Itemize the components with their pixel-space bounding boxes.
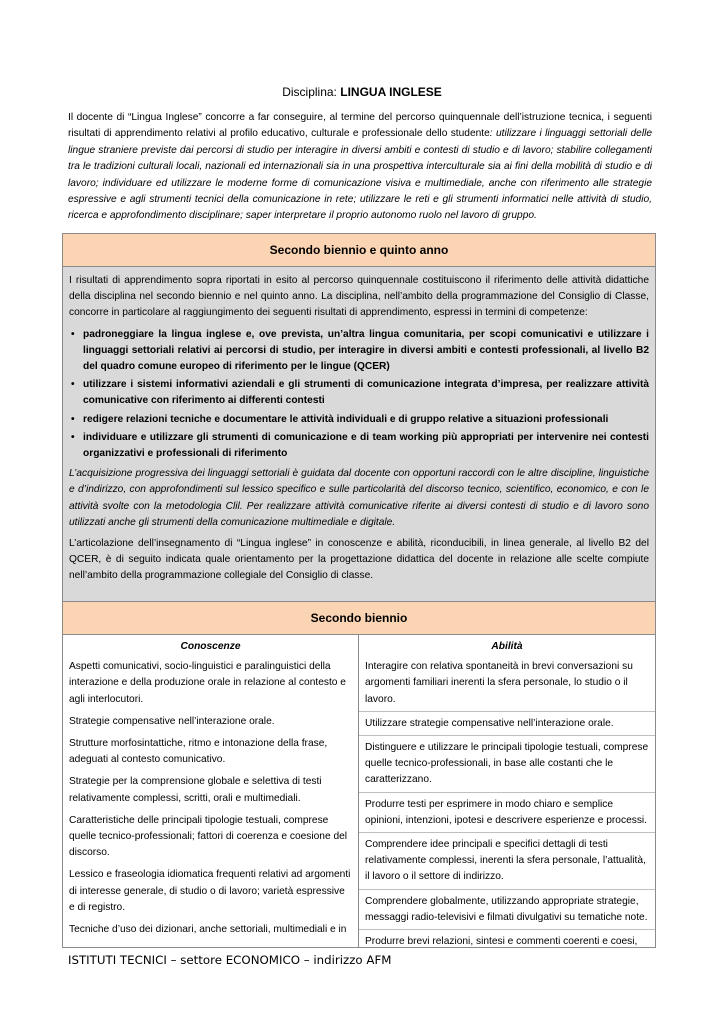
knowledge-skills-table [62,634,656,948]
competences-list [69,327,649,463]
competence-item [71,430,649,462]
bullet-icon: • [71,379,75,391]
section-title: Secondo biennio [310,611,408,625]
page-title [0,85,724,99]
abilita-item: Produrre testi per esprimere in modo chiaro e semplice opinioni, intenzioni, ipotesi e descrivere esperienze e processi. [359,797,655,833]
competence-text: padroneggiare la lingua inglese e, ove prevista, un’altra lingua comunitaria, per scopi comunicativi e utilizzare i linguaggi settoriali relativi ai percorsi di studio, per interagire in diversi ambiti e contesti professionali, al livello B2 del quadro comune europeo di riferimento per le lingue (QCER) [83,328,649,373]
abilita-item: Distinguere e utilizzare le principali tipologie testuali, comprese quelle tecnico-professionali, in base alle costanti che le caratterizzano. [359,740,655,793]
competence-text: redigere relazioni tecniche e documentare le attività individuali e di gruppo relative a situazioni professionali [83,413,609,425]
bullet-icon: • [71,328,75,340]
section-header-biennio-quinto [62,233,656,267]
competence-text: individuare e utilizzare gli strumenti di comunicazione e di team working più appropriati per intervenire nei contesti organizzativi e professionali di riferimento [83,431,649,460]
competence-item [71,412,649,428]
conoscenza-item: Tecniche d’uso dei dizionari, anche settoriali, multimediali e in [69,924,347,936]
intro-italic-text: : utilizzare i linguaggi settoriali delle lingue straniere previste dai percorsi di studio per interagire in diversi ambiti e contesti di studio e di lavoro; stabilire collegamenti tra le tradizioni culturali locali, nazionali ed internazionali sia in una prospettiva interculturale sia ai fini della mobilità di studio e di lavoro; individuare ed utilizzare le moderne forme di comunicazione visiva e multimediale, anche con riferimento alle strategie espressive e agli strumenti tecnici della comunicazione in rete; utilizzare le reti e gli strumenti informatici nelle attività di studio, ricerca e approfondimento disciplinare; saper interpretare il proprio autonomo ruolo nel lavoro di gruppo. [68,128,653,222]
conoscenza-item: Caratteristiche delle principali tipologie testuali, comprese quelle tecnico-professionali; fattori di coerenza e coesione del discorso. [69,814,348,859]
page-footer: ISTITUTI TECNICI – settore ECONOMICO – indirizzo AFM [68,953,392,967]
conoscenza-item: Lessico e fraseologia idiomatica frequenti relativi ad argomenti di interesse generale, di studio o di lavoro; varietà espressive e di registro. [69,869,351,913]
section-header-secondo-biennio [62,601,656,635]
competences-box [62,266,656,602]
abilita-item: Utilizzare strategie compensative nell’interazione orale. [359,716,655,736]
discipline-prefix: Disciplina: [282,85,341,99]
section-title: Secondo biennio e quinto anno [269,243,449,257]
abilita-item: Comprendere globalmente, utilizzando appropriate strategie, messaggi radio-televisivi e filmati divulgativi su tematiche note. [359,894,655,930]
conoscenza-item: Strategie per la comprensione globale e selettiva di testi relativamente complessi, scritti, orali e multimediali. [69,776,322,804]
column-header: Conoscenze [180,641,241,652]
conoscenze-column [63,635,359,947]
bullet-icon: • [71,431,75,443]
abilita-item: Interagire con relativa spontaneità in brevi conversazioni su argomenti familiari inerenti la sfera personale, lo studio o il lavoro. [359,659,655,712]
competences-lead: I risultati di apprendimento sopra riportati in esito al percorso quinquennale costituiscono il riferimento delle attività didattiche della disciplina nel secondo biennio e nel quinto anno. La disciplina, nell’ambito della programmazione del Consiglio di Classe, concorre in particolare al raggiungimento dei seguenti risultati di apprendimento, espressi in termini di competenze: [69,275,649,319]
abilita-column [359,635,655,947]
conoscenza-item: Strutture morfosintattiche, ritmo e intonazione della frase, adeguati al contesto comunicativo. [69,738,328,766]
bullet-icon: • [71,413,75,425]
articulation-paragraph: L’articolazione dell’insegnamento di “Lingua inglese” in conoscenze e abilità, riconducibili, in linea generale, al livello B2 del QCER, è di seguito indicata quale orientamento per la progettazione didattica del docente in relazione alle scelte compiute nell’ambito della programmazione collegiale del Consiglio di classe. [69,538,649,582]
competence-item [71,377,649,409]
conoscenza-item: Strategie compensative nell’interazione orale. [69,715,275,727]
competence-item [71,327,649,376]
methodology-text: L’acquisizione progressiva dei linguaggi settoriali è guidata dal docente con opportuni raccordi con le altre discipline, linguistiche e d’indirizzo, con approfondimenti sul lessico specifico e sulle particolarità del discorso tecnico, scientifico, economico, e con le attività svolte con la metodologia Clil. Per realizzare attività comunicative riferite ai diversi contesti di studio e di lavoro sono utilizzati anche gli strumenti della comunicazione multimediale e digitale. [69,468,649,528]
discipline-name: LINGUA INGLESE [340,85,442,99]
column-header: Abilità [491,641,523,652]
intro-paragraph [68,110,652,225]
intro-plain-text: Il docente di “Lingua Inglese” concorre a far conseguire, al termine del percorso quinquennale dell’istruzione tecnica, i seguenti risultati di apprendimento relativi al profilo educativo, culturale e professionale dello studente [68,112,652,140]
methodology-paragraph [69,466,649,531]
competence-text: utilizzare i sistemi informativi aziendali e gli strumenti di comunicazione integrata d’impresa, per realizzare attività comunicative con riferimento ai differenti contesti [83,379,649,407]
conoscenza-item: Aspetti comunicativi, socio-linguistici e paralinguistici della interazione e della produzione orale in relazione al contesto e agli interlocutori. [69,661,346,705]
abilita-item: Comprendere idee principali e specifici dettagli di testi relativamente complessi, inerenti la sfera personale, l’attualità, il lavoro o il settore di indirizzo. [359,837,655,890]
abilita-item: Produrre brevi relazioni, sintesi e commenti coerenti e coesi, [359,934,655,947]
